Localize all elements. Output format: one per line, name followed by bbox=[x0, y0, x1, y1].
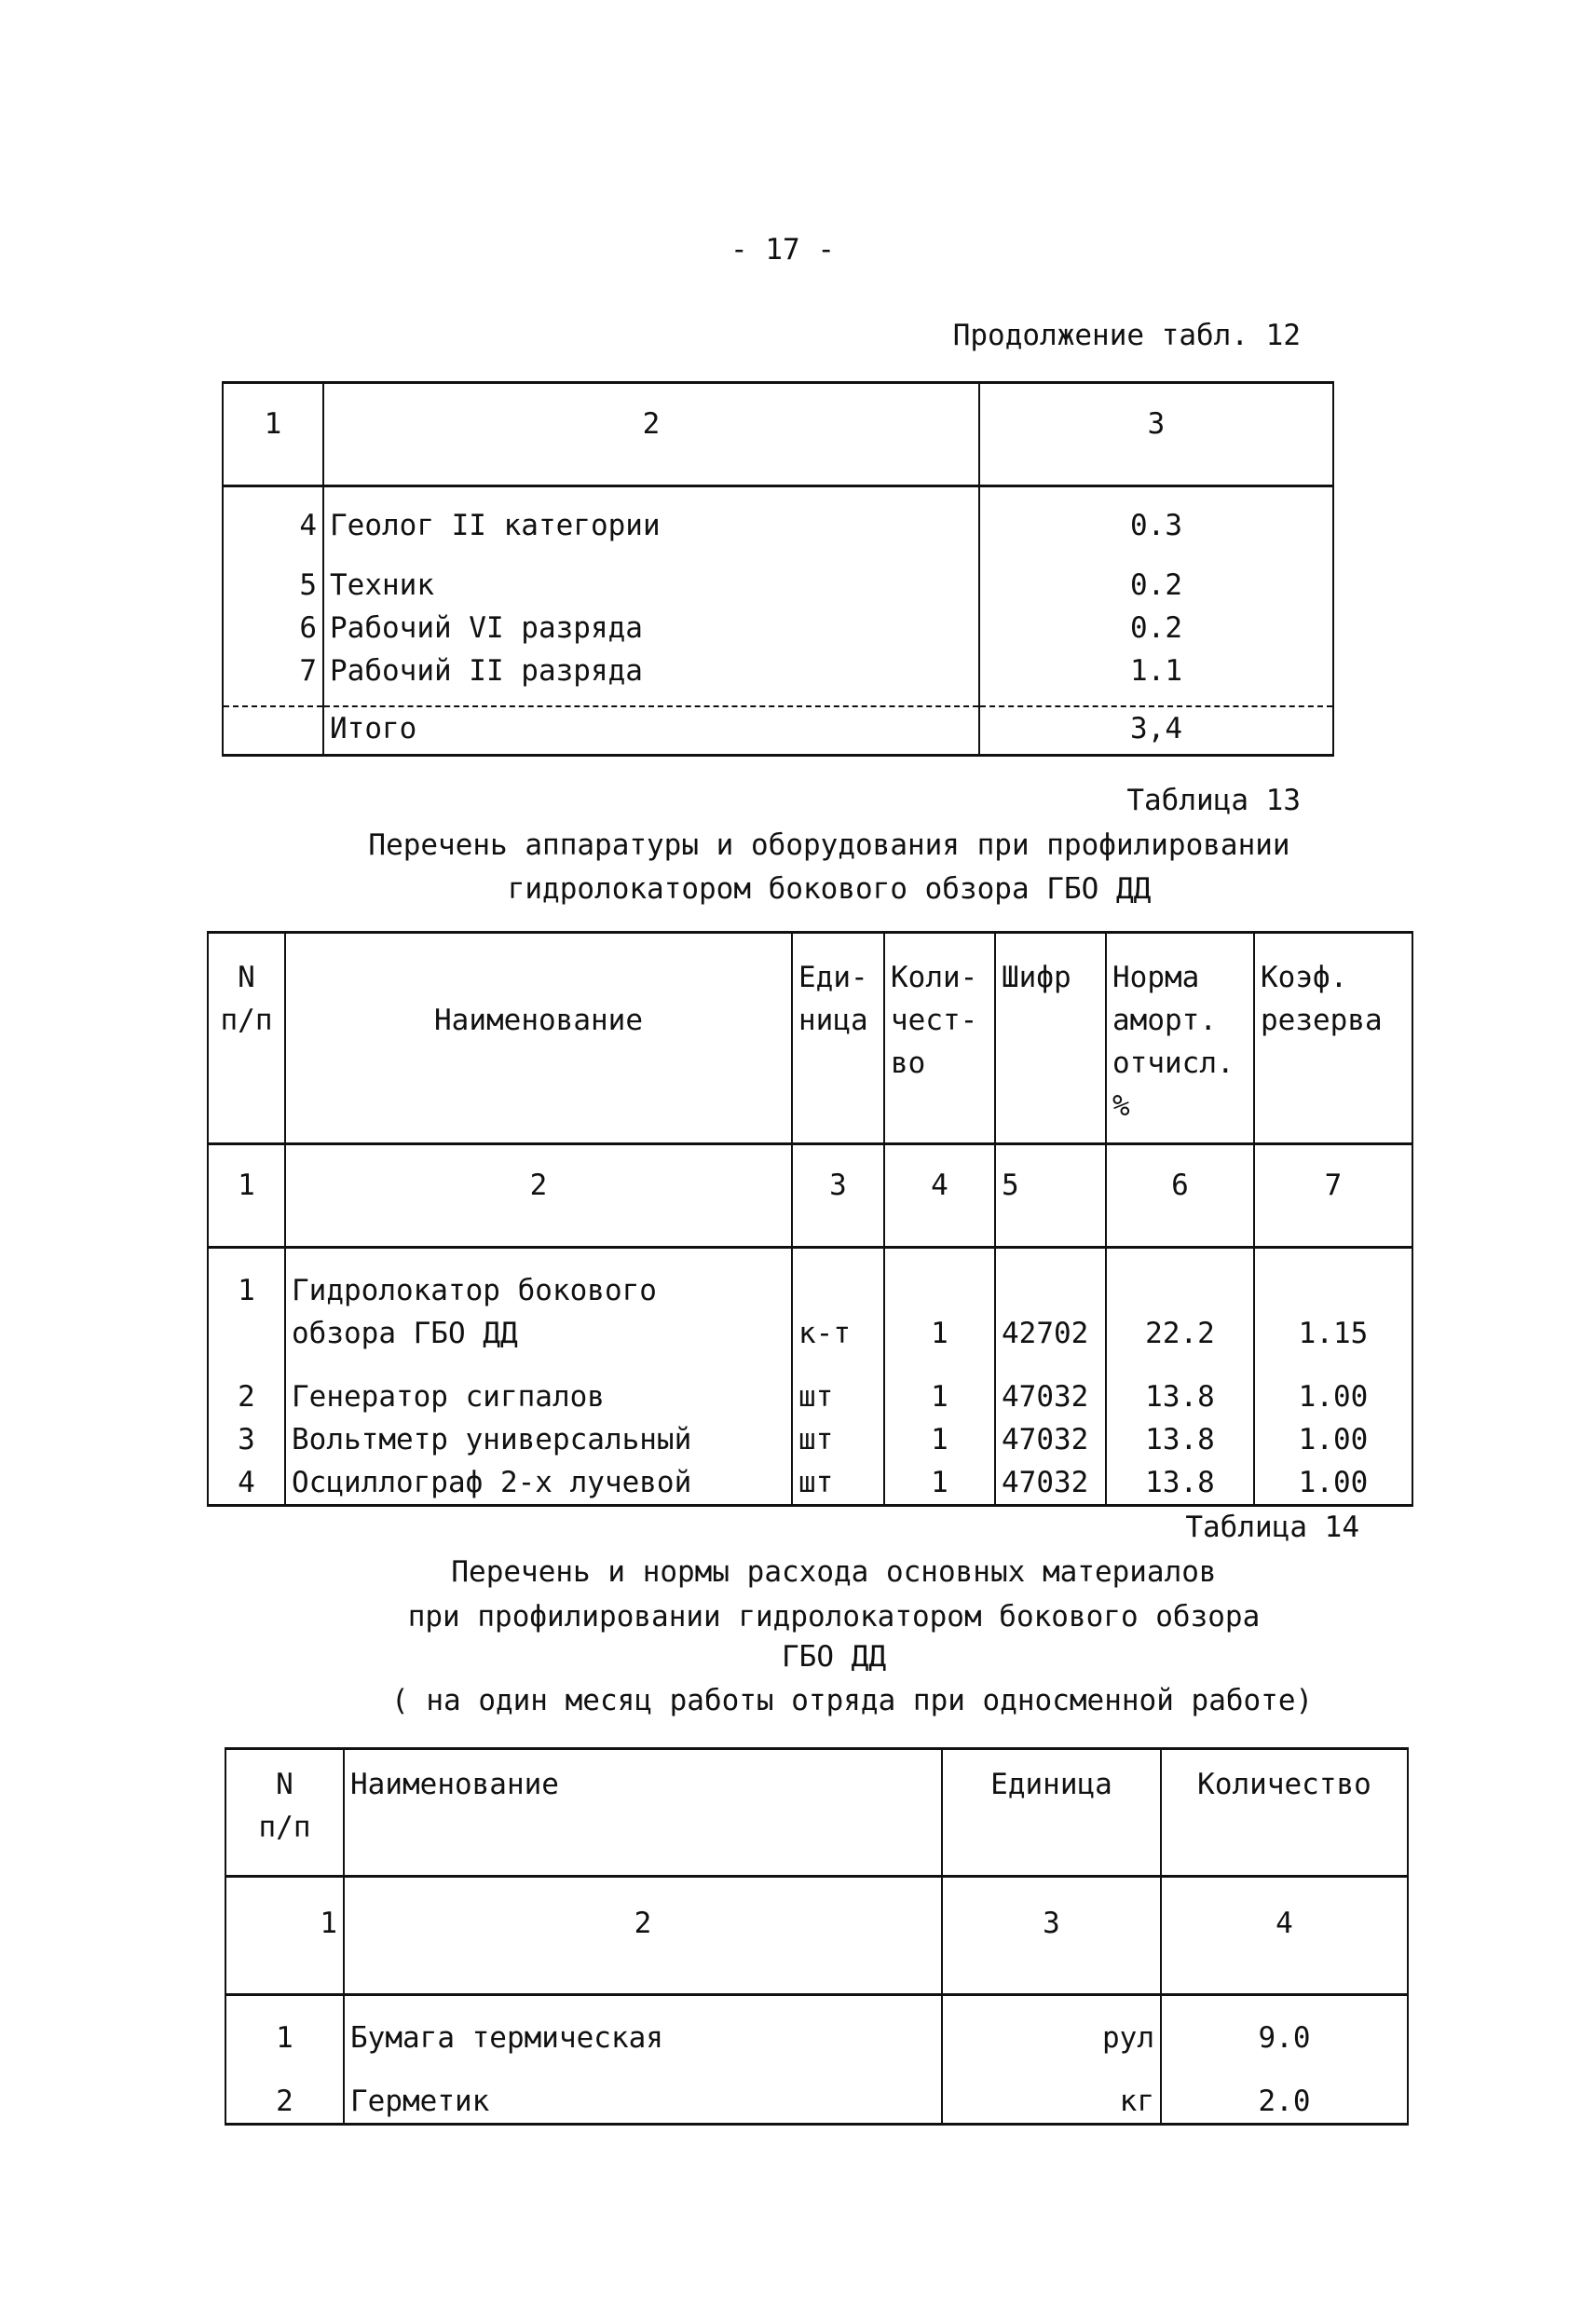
column-number-row-cell: 4 bbox=[1161, 1877, 1408, 1995]
table-row-cell: 0.3 bbox=[979, 486, 1333, 565]
table-row-cell: 1 bbox=[884, 1461, 995, 1506]
table-row-cell: шт bbox=[792, 1375, 884, 1418]
total-row-cell: Итого bbox=[323, 706, 979, 756]
column-number-row-cell: 1 bbox=[223, 383, 323, 486]
table-row-cell: Осциллограф 2-х лучевой bbox=[285, 1461, 792, 1506]
table-row bbox=[208, 1418, 1412, 1461]
table13-title-line-1: Перечень аппаратуры и оборудования при профилировании bbox=[368, 828, 1290, 862]
table-row bbox=[208, 1248, 1412, 1376]
table-row-cell: 2 bbox=[208, 1375, 285, 1418]
table-row-cell: 1.00 bbox=[1254, 1375, 1412, 1418]
table13-title-line-2: гидролокатором бокового обзора ГБО ДД bbox=[507, 872, 1152, 906]
column-number-row bbox=[225, 1877, 1408, 1995]
header-row-cell: Наименование bbox=[344, 1749, 942, 1877]
table-row-cell: 2 bbox=[225, 2080, 344, 2125]
header-row-cell: N п/п bbox=[208, 933, 285, 1144]
header-row-cell: Норма аморт. отчисл. % bbox=[1106, 933, 1254, 1144]
total-row-cell: 3,4 bbox=[979, 706, 1333, 756]
header-row-cell: Шифр bbox=[995, 933, 1106, 1144]
page-number: - 17 - bbox=[730, 233, 835, 267]
header-row-cell: Количество bbox=[1161, 1749, 1408, 1877]
table-row-cell: 1.00 bbox=[1254, 1418, 1412, 1461]
table-row-cell: Геолог II категории bbox=[323, 486, 979, 565]
table-row-cell: 13.8 bbox=[1106, 1461, 1254, 1506]
table14-title-line-3: ГБО ДД bbox=[782, 1640, 886, 1674]
table-row-cell: 1 bbox=[884, 1418, 995, 1461]
table-row-cell: 42702 bbox=[995, 1248, 1106, 1376]
table-row bbox=[225, 1995, 1408, 2081]
table-row-cell: 0.2 bbox=[979, 564, 1333, 607]
table-row-cell: 13.8 bbox=[1106, 1418, 1254, 1461]
table-row-cell: рул bbox=[942, 1995, 1161, 2081]
column-number-row-cell: 1 bbox=[208, 1144, 285, 1248]
table-row bbox=[223, 564, 1333, 607]
column-number-row-cell: 2 bbox=[285, 1144, 792, 1248]
table-12 bbox=[222, 381, 1334, 757]
table-row bbox=[208, 1375, 1412, 1418]
header-row-cell: Коэф. резерва bbox=[1254, 933, 1412, 1144]
table-row-cell: 1 bbox=[208, 1248, 285, 1376]
table-row-cell: Техник bbox=[323, 564, 979, 607]
header-row-cell: Единица bbox=[942, 1749, 1161, 1877]
table-row-cell: Генератор сигпалов bbox=[285, 1375, 792, 1418]
header-row-cell: Коли- чест- во bbox=[884, 933, 995, 1144]
header-row-cell: Наименование bbox=[285, 933, 792, 1144]
table-13 bbox=[207, 931, 1413, 1507]
table-row-cell: 1.15 bbox=[1254, 1248, 1412, 1376]
column-number-row-cell: 2 bbox=[344, 1877, 942, 1995]
table-row-cell: 5 bbox=[223, 564, 323, 607]
table-row-cell: 1 bbox=[884, 1375, 995, 1418]
table13-caption: Таблица 13 bbox=[1126, 784, 1301, 817]
header-row bbox=[208, 933, 1412, 1144]
table14-title-line-1: Перечень и нормы расхода основных материалов bbox=[451, 1555, 1217, 1589]
column-number-row-cell: 6 bbox=[1106, 1144, 1254, 1248]
table-row-cell: 1 bbox=[225, 1995, 344, 2081]
table-row-cell: 47032 bbox=[995, 1375, 1106, 1418]
table-row-cell: Вольтметр универсальный bbox=[285, 1418, 792, 1461]
table-14 bbox=[225, 1747, 1409, 2126]
column-number-row-cell: 3 bbox=[792, 1144, 884, 1248]
table14-title-line-4: ( на один месяц работы отряда при односменной работе) bbox=[391, 1684, 1314, 1717]
table-row-cell: кг bbox=[942, 2080, 1161, 2125]
table-row-cell: Герметик bbox=[344, 2080, 942, 2125]
column-number-row-cell: 7 bbox=[1254, 1144, 1412, 1248]
table-row-cell: 1.00 bbox=[1254, 1461, 1412, 1506]
column-number-row-cell: 5 bbox=[995, 1144, 1106, 1248]
header-row bbox=[225, 1749, 1408, 1877]
table-row-cell: 1 bbox=[884, 1248, 995, 1376]
table-row-cell: 0.2 bbox=[979, 607, 1333, 650]
table-row-cell: 7 bbox=[223, 650, 323, 706]
total-row-cell bbox=[223, 706, 323, 756]
table-row bbox=[223, 607, 1333, 650]
column-number-row bbox=[208, 1144, 1412, 1248]
table-row-cell: 6 bbox=[223, 607, 323, 650]
table-row-cell: Бумага термическая bbox=[344, 1995, 942, 2081]
column-number-row-cell: 3 bbox=[979, 383, 1333, 486]
table-row bbox=[208, 1461, 1412, 1506]
table14-title-line-2: при профилировании гидролокатором бокового обзора bbox=[407, 1600, 1261, 1634]
table-row-cell: 47032 bbox=[995, 1461, 1106, 1506]
table-row-cell: 2.0 bbox=[1161, 2080, 1408, 2125]
table-row bbox=[223, 486, 1333, 565]
column-number-row bbox=[223, 383, 1333, 486]
table-row bbox=[225, 2080, 1408, 2125]
header-row-cell: Еди- ница bbox=[792, 933, 884, 1144]
table-row-cell: 3 bbox=[208, 1418, 285, 1461]
header-row-cell: N п/п bbox=[225, 1749, 344, 1877]
table14-caption: Таблица 14 bbox=[1185, 1511, 1359, 1544]
table-row-cell: 22.2 bbox=[1106, 1248, 1254, 1376]
table-row-cell: шт bbox=[792, 1418, 884, 1461]
table-row-cell: 13.8 bbox=[1106, 1375, 1254, 1418]
table12-caption: Продолжение табл. 12 bbox=[952, 319, 1301, 352]
total-row bbox=[223, 706, 1333, 756]
table-row-cell: Гидролокатор бокового обзора ГБО ДД bbox=[285, 1248, 792, 1376]
table-row-cell: 4 bbox=[223, 486, 323, 565]
table-row bbox=[223, 650, 1333, 706]
table-row-cell: Рабочий VI разряда bbox=[323, 607, 979, 650]
table-row-cell: 9.0 bbox=[1161, 1995, 1408, 2081]
table-row-cell: к-т bbox=[792, 1248, 884, 1376]
column-number-row-cell: 4 bbox=[884, 1144, 995, 1248]
table-row-cell: шт bbox=[792, 1461, 884, 1506]
table-row-cell: 47032 bbox=[995, 1418, 1106, 1461]
table-row-cell: 1.1 bbox=[979, 650, 1333, 706]
column-number-row-cell: 3 bbox=[942, 1877, 1161, 1995]
column-number-row-cell: 1 bbox=[225, 1877, 344, 1995]
column-number-row-cell: 2 bbox=[323, 383, 979, 486]
table-row-cell: 4 bbox=[208, 1461, 285, 1506]
table-row-cell: Рабочий II разряда bbox=[323, 650, 979, 706]
